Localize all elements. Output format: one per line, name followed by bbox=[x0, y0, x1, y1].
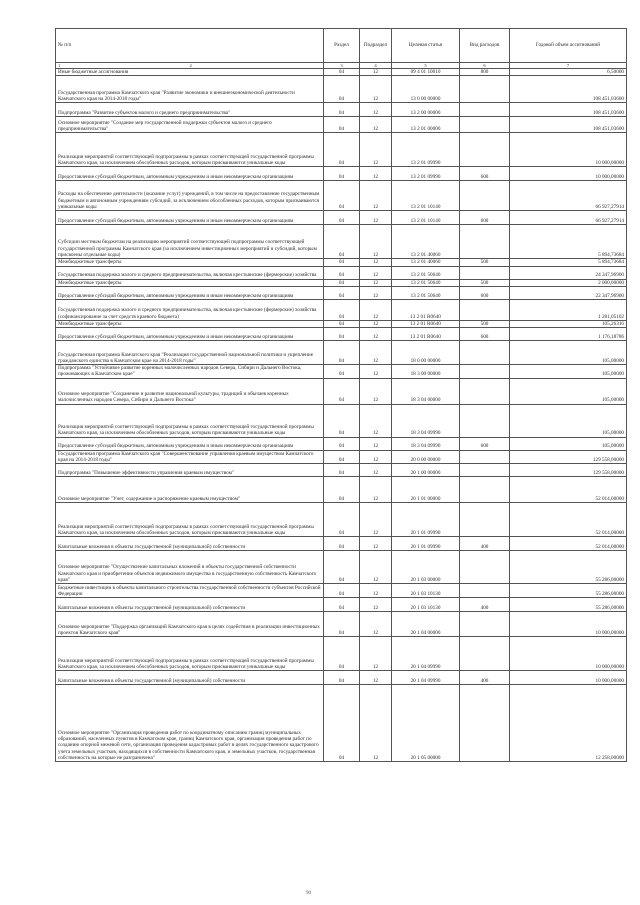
table-row bbox=[56, 378, 627, 404]
table-row bbox=[56, 76, 627, 103]
cell-razdel: 04 bbox=[324, 211, 360, 225]
index-cell: 1 2 bbox=[56, 63, 324, 69]
cell-razdel: 04 bbox=[324, 259, 360, 266]
cell-csr: 20 1 04 09990 bbox=[392, 671, 460, 685]
page-number: 90 bbox=[306, 891, 311, 896]
cell-razdel: 04 bbox=[324, 477, 360, 503]
cell-podrazdel: 12 bbox=[360, 551, 392, 584]
cell-podrazdel: 12 bbox=[360, 117, 392, 133]
cell-vr bbox=[460, 225, 510, 259]
table-row bbox=[56, 450, 627, 464]
cell-razdel: 04 bbox=[324, 167, 360, 181]
cell-name: Государственная поддержка малого и среднего предпринимательства, включая крестьянские (фермерские) хозяйства bbox=[56, 266, 324, 279]
cell-razdel: 04 bbox=[324, 584, 360, 598]
cell-name: Бюджетные инвестиции в объекты капитального строительства государственной собственности субъектов Российской Федерации bbox=[56, 584, 324, 598]
cell-csr: 13 2 01 50640 bbox=[392, 286, 460, 299]
cell-name: Предоставление субсидий бюджетным, автономным учреждениям и иным некоммерческим организациям bbox=[56, 328, 324, 341]
cell-podrazdel: 12 bbox=[360, 286, 392, 299]
cell-name: Реализация мероприятий соответствующей подпрограммы в рамках соответствующей государственной программы Камчатского края, за исключением обособленных расходов, которым присваиваются уникальные коды bbox=[56, 133, 324, 167]
cell-csr: 13 2 01 09990 bbox=[392, 167, 460, 181]
cell-amount: 5 894,73684 bbox=[510, 225, 627, 259]
cell-name: Основное мероприятие "Поддержка организаций Камчатского края в целях содействия в реализации инвестиционных проектов Камчатского края" bbox=[56, 612, 324, 637]
table-row bbox=[56, 551, 627, 584]
cell-razdel: 04 bbox=[324, 537, 360, 551]
cell-name: Предоставление субсидий бюджетным, автономным учреждениям и иным некоммерческим организациям bbox=[56, 211, 324, 225]
cell-razdel: 04 bbox=[324, 286, 360, 299]
cell-amount: 129 558,00000 bbox=[510, 464, 627, 477]
cell-vr bbox=[460, 266, 510, 279]
cell-vr bbox=[460, 76, 510, 103]
cell-vr bbox=[460, 299, 510, 320]
cell-razdel: 04 bbox=[324, 551, 360, 584]
cell-amount: 24 347,96900 bbox=[510, 266, 627, 279]
cell-amount: 55 286,00000 bbox=[510, 598, 627, 612]
cell-podrazdel: 12 bbox=[360, 612, 392, 637]
table-row bbox=[56, 103, 627, 117]
cell-vr bbox=[460, 685, 510, 762]
cell-podrazdel: 12 bbox=[360, 320, 392, 327]
cell-amount: 52 014,00000 bbox=[510, 477, 627, 503]
index-cell: 3 bbox=[324, 63, 360, 69]
cell-podrazdel: 12 bbox=[360, 225, 392, 259]
cell-vr: 500 bbox=[460, 320, 510, 327]
table-row bbox=[56, 404, 627, 437]
cell-razdel: 04 bbox=[324, 450, 360, 464]
cell-podrazdel: 12 bbox=[360, 279, 392, 286]
cell-csr: 13 2 01 10140 bbox=[392, 211, 460, 225]
cell-csr: 18 3 04 00000 bbox=[392, 378, 460, 404]
index-cell: 7 bbox=[510, 63, 627, 69]
cell-amount: 10 000,00000 bbox=[510, 637, 627, 671]
cell-podrazdel: 12 bbox=[360, 299, 392, 320]
cell-csr: 20 1 04 09990 bbox=[392, 637, 460, 671]
cell-name: Реализация мероприятий соответствующей подпрограммы в рамках соответствующей государственной программы Камчатского края, за исключением обособленных расходов, которым присваиваются уникальные коды bbox=[56, 503, 324, 537]
cell-csr: 18 0 00 00000 bbox=[392, 341, 460, 365]
cell-name: Основное мероприятие "Сохранение и развитие национальной культуры, традиций и обычаев коренных малочисленных народов Севера, Сибири и Дальнего Востока" bbox=[56, 378, 324, 404]
cell-csr: 20 1 01 09990 bbox=[392, 537, 460, 551]
cell-amount: 5 894,73684 bbox=[510, 259, 627, 266]
cell-csr: 20 1 04 00000 bbox=[392, 612, 460, 637]
cell-name: Капитальные вложения в объекты государственной (муниципальной) собственности bbox=[56, 671, 324, 685]
cell-razdel: 04 bbox=[324, 103, 360, 117]
table-row bbox=[56, 328, 627, 341]
cell-vr bbox=[460, 503, 510, 537]
cell-vr: 500 bbox=[460, 279, 510, 286]
cell-podrazdel: 12 bbox=[360, 167, 392, 181]
index-cell: 5 bbox=[392, 63, 460, 69]
cell-podrazdel: 12 bbox=[360, 133, 392, 167]
cell-name: Межбюджетные трансферты bbox=[56, 320, 324, 327]
budget-table bbox=[55, 28, 627, 762]
table-row bbox=[56, 299, 627, 320]
cell-vr: 600 bbox=[460, 328, 510, 341]
index-cell: 4 bbox=[360, 63, 392, 69]
cell-amount: 108 451,03600 bbox=[510, 103, 627, 117]
cell-name: Основное мероприятие "Осуществление капитальных вложений в объекты государственной собственности Камчатского края и приобретение объектов недвижимого имущества в государственную собственность Камчатского края" bbox=[56, 551, 324, 584]
header-csr: Целевая статья bbox=[392, 29, 460, 63]
cell-vr: 600 bbox=[460, 286, 510, 299]
cell-podrazdel: 12 bbox=[360, 671, 392, 685]
cell-razdel: 04 bbox=[324, 76, 360, 103]
cell-amount: 52 014,00000 bbox=[510, 503, 627, 537]
cell-csr: 20 1 01 09990 bbox=[392, 503, 460, 537]
cell-amount: 55 286,00000 bbox=[510, 584, 627, 598]
cell-podrazdel: 12 bbox=[360, 637, 392, 671]
cell-podrazdel: 12 bbox=[360, 328, 392, 341]
cell-name: Государственная программа Камчатского края "Развитие экономики и внешнеэкономической деятельности Камчатского края на 2014-2018 годы" bbox=[56, 76, 324, 103]
cell-name: Подпрограмма "Повышение эффективности управления краевым имуществом" bbox=[56, 464, 324, 477]
table-row bbox=[56, 365, 627, 379]
cell-vr bbox=[460, 103, 510, 117]
header-amount: Годовой объем ассигнований bbox=[510, 29, 627, 63]
cell-csr: 20 1 03 10130 bbox=[392, 598, 460, 612]
cell-csr: 13 2 01 09990 bbox=[392, 133, 460, 167]
cell-podrazdel: 12 bbox=[360, 103, 392, 117]
cell-razdel: 04 bbox=[324, 266, 360, 279]
table-row bbox=[56, 211, 627, 225]
cell-csr: 20 1 03 00000 bbox=[392, 551, 460, 584]
cell-razdel: 04 bbox=[324, 365, 360, 379]
cell-vr bbox=[460, 133, 510, 167]
cell-vr bbox=[460, 612, 510, 637]
table-row bbox=[56, 286, 627, 299]
index-cell: 6 bbox=[460, 63, 510, 69]
cell-vr bbox=[460, 181, 510, 211]
cell-razdel: 04 bbox=[324, 612, 360, 637]
cell-razdel: 04 bbox=[324, 181, 360, 211]
cell-vr: 400 bbox=[460, 537, 510, 551]
cell-podrazdel: 12 bbox=[360, 181, 392, 211]
cell-amount: 6,50000 bbox=[510, 69, 627, 76]
cell-csr: 20 1 03 10130 bbox=[392, 584, 460, 598]
cell-csr: 18 3 04 09990 bbox=[392, 404, 460, 437]
cell-razdel: 04 bbox=[324, 133, 360, 167]
cell-razdel: 04 bbox=[324, 341, 360, 365]
cell-csr: 13 2 01 R0640 bbox=[392, 328, 460, 341]
cell-amount: 105,00000 bbox=[510, 437, 627, 450]
cell-amount: 66 927,27914 bbox=[510, 181, 627, 211]
cell-podrazdel: 12 bbox=[360, 404, 392, 437]
cell-razdel: 04 bbox=[324, 117, 360, 133]
cell-vr: 400 bbox=[460, 598, 510, 612]
cell-podrazdel: 12 bbox=[360, 76, 392, 103]
cell-name: Основное мероприятие "Организация проведения работ по координатному описанию границ муниципальных образований, населенных пунктов в Камчатском крае, границ Камчатского края, организация проведения работ по созданию опорной межевой сети, организация проведения кадастровых работ в целях государственного кадастрового учета земельных участков, находящихся в собственности Камчатского края, и земельных участков, государственная собственность на которые не разграничена" bbox=[56, 685, 324, 762]
table-row bbox=[56, 584, 627, 598]
cell-csr: 13 2 01 00000 bbox=[392, 117, 460, 133]
cell-amount: 105,26316 bbox=[510, 320, 627, 327]
cell-amount: 2 000,00000 bbox=[510, 279, 627, 286]
table-row bbox=[56, 503, 627, 537]
cell-name: Предоставление субсидий бюджетным, автономным учреждениям и иным некоммерческим организациям bbox=[56, 286, 324, 299]
cell-vr bbox=[460, 584, 510, 598]
cell-name: Подпрограмма "Устойчивое развитие коренных малочисленных народов Севера, Сибири и Дальнего Востока, проживающих в Камчатском крае" bbox=[56, 365, 324, 379]
table-row bbox=[56, 167, 627, 181]
table-row bbox=[56, 279, 627, 286]
table-row bbox=[56, 437, 627, 450]
cell-podrazdel: 12 bbox=[360, 341, 392, 365]
cell-name: Государственная программа Камчатского края "Реализация государственной национальной политики и укрепление гражданского единства в Камчатском крае на 2014-2018 годы" bbox=[56, 341, 324, 365]
cell-podrazdel: 12 bbox=[360, 259, 392, 266]
cell-name: Основное мероприятие "Учет, содержание и распоряжение краевым имуществом" bbox=[56, 477, 324, 503]
cell-razdel: 04 bbox=[324, 671, 360, 685]
cell-vr: 500 bbox=[460, 259, 510, 266]
cell-razdel: 04 bbox=[324, 598, 360, 612]
cell-vr bbox=[460, 637, 510, 671]
cell-amount: 1 176,18786 bbox=[510, 328, 627, 341]
cell-name: Капитальные вложения в объекты государственной (муниципальной) собственности bbox=[56, 598, 324, 612]
cell-razdel: 04 bbox=[324, 279, 360, 286]
cell-name: Реализация мероприятий соответствующей подпрограммы в рамках соответствующей государственной программы Камчатского края, за исключением обособленных расходов, которым присваиваются уникальные коды bbox=[56, 404, 324, 437]
cell-razdel: 04 bbox=[324, 404, 360, 437]
cell-csr: 13 2 01 R0640 bbox=[392, 320, 460, 327]
cell-vr bbox=[460, 404, 510, 437]
cell-csr: 18 3 00 00000 bbox=[392, 365, 460, 379]
table-row bbox=[56, 685, 627, 762]
cell-razdel: 04 bbox=[324, 437, 360, 450]
cell-amount: 105,00000 bbox=[510, 365, 627, 379]
header-vr: Вид расходов bbox=[460, 29, 510, 63]
cell-amount: 105,00000 bbox=[510, 404, 627, 437]
cell-razdel: 04 bbox=[324, 320, 360, 327]
cell-vr: 600 bbox=[460, 167, 510, 181]
header-row bbox=[56, 29, 627, 63]
cell-amount: 52 014,00000 bbox=[510, 537, 627, 551]
cell-amount: 108 451,03600 bbox=[510, 117, 627, 133]
cell-csr: 13 2 01 50640 bbox=[392, 279, 460, 286]
cell-name: Предоставление субсидий бюджетным, автономным учреждениям и иным некоммерческим организациям bbox=[56, 437, 324, 450]
cell-csr: 13 2 01 10140 bbox=[392, 181, 460, 211]
cell-razdel: 04 bbox=[324, 503, 360, 537]
cell-amount: 10 000,00000 bbox=[510, 133, 627, 167]
cell-csr: 09 4 01 10010 bbox=[392, 69, 460, 76]
cell-vr bbox=[460, 450, 510, 464]
table-row bbox=[56, 637, 627, 671]
cell-name: Иные бюджетные ассигнования bbox=[56, 69, 324, 76]
table-row bbox=[56, 612, 627, 637]
cell-podrazdel: 12 bbox=[360, 584, 392, 598]
cell-razdel: 04 bbox=[324, 685, 360, 762]
cell-csr: 20 1 01 00000 bbox=[392, 477, 460, 503]
cell-csr: 13 2 00 00000 bbox=[392, 103, 460, 117]
table-row bbox=[56, 181, 627, 211]
cell-name: Межбюджетные трансферты bbox=[56, 279, 324, 286]
cell-name: Подпрограмма "Развитие субъектов малого и среднего предпринимательства" bbox=[56, 103, 324, 117]
cell-csr: 20 1 05 00000 bbox=[392, 685, 460, 762]
cell-vr bbox=[460, 365, 510, 379]
cell-csr: 18 3 04 09990 bbox=[392, 437, 460, 450]
cell-razdel: 04 bbox=[324, 328, 360, 341]
cell-vr: 600 bbox=[460, 437, 510, 450]
cell-razdel: 04 bbox=[324, 299, 360, 320]
header-razdel: Раздел bbox=[324, 29, 360, 63]
cell-amount: 10 000,00000 bbox=[510, 671, 627, 685]
table-row bbox=[56, 69, 627, 76]
cell-vr bbox=[460, 477, 510, 503]
table-row bbox=[56, 266, 627, 279]
cell-csr: 13 2 01 50640 bbox=[392, 266, 460, 279]
cell-name: Государственная поддержка малого и среднего предпринимательства, включая крестьянские (фермерские) хозяйства (софинансирование за счет средств краевого бюджета) bbox=[56, 299, 324, 320]
cell-podrazdel: 12 bbox=[360, 477, 392, 503]
cell-podrazdel: 12 bbox=[360, 211, 392, 225]
cell-razdel: 04 bbox=[324, 69, 360, 76]
cell-podrazdel: 12 bbox=[360, 537, 392, 551]
cell-podrazdel: 12 bbox=[360, 69, 392, 76]
cell-csr: 13 2 01 R0640 bbox=[392, 299, 460, 320]
cell-podrazdel: 12 bbox=[360, 685, 392, 762]
table-row bbox=[56, 671, 627, 685]
cell-name: Межбюджетные трансферты bbox=[56, 259, 324, 266]
cell-csr: 20 1 00 00000 bbox=[392, 464, 460, 477]
cell-amount: 55 286,00000 bbox=[510, 551, 627, 584]
table-row bbox=[56, 225, 627, 259]
cell-amount: 66 927,27914 bbox=[510, 211, 627, 225]
cell-podrazdel: 12 bbox=[360, 503, 392, 537]
cell-vr: 800 bbox=[460, 69, 510, 76]
cell-vr bbox=[460, 551, 510, 584]
cell-amount: 10 000,00000 bbox=[510, 612, 627, 637]
cell-vr bbox=[460, 117, 510, 133]
table-row bbox=[56, 117, 627, 133]
cell-amount: 22 347,96900 bbox=[510, 286, 627, 299]
table-row bbox=[56, 320, 627, 327]
cell-amount: 108 451,03600 bbox=[510, 76, 627, 103]
cell-razdel: 04 bbox=[324, 464, 360, 477]
cell-name: Государственная программа Камчатского края "Совершенствование управления краевым имуществом Камчатского края на 2014-2018 годы" bbox=[56, 450, 324, 464]
cell-podrazdel: 12 bbox=[360, 365, 392, 379]
cell-amount: 1 281,05102 bbox=[510, 299, 627, 320]
header-name: № п/п bbox=[56, 29, 324, 63]
cell-csr: 13 0 00 00000 bbox=[392, 76, 460, 103]
cell-csr: 13 2 01 40060 bbox=[392, 225, 460, 259]
cell-razdel: 04 bbox=[324, 225, 360, 259]
cell-name: Субсидии местным бюджетам на реализацию мероприятий соответствующей подпрограммы соответствующей государственной программы Камчатского края (за исключением инвестиционных мероприятий и субсидий, которым присвоены отдельные коды) bbox=[56, 225, 324, 259]
table-row bbox=[56, 598, 627, 612]
cell-name: Предоставление субсидий бюджетным, автономным учреждениям и иным некоммерческим организациям bbox=[56, 167, 324, 181]
header-podrazdel: Подраздел bbox=[360, 29, 392, 63]
cell-name: Реализация мероприятий соответствующей подпрограммы в рамках соответствующей государственной программы Камчатского края, за исключением обособленных расходов, которым присваиваются уникальные коды bbox=[56, 637, 324, 671]
table-row bbox=[56, 464, 627, 477]
cell-name: Основное мероприятие "Создание мер государственной поддержки субъектов малого и среднего предпринимательства" bbox=[56, 117, 324, 133]
table-body bbox=[56, 63, 627, 762]
cell-vr: 600 bbox=[460, 211, 510, 225]
table-row bbox=[56, 259, 627, 266]
cell-amount: 10 000,00000 bbox=[510, 167, 627, 181]
table-row bbox=[56, 341, 627, 365]
cell-podrazdel: 12 bbox=[360, 437, 392, 450]
cell-razdel: 04 bbox=[324, 637, 360, 671]
table-row bbox=[56, 537, 627, 551]
cell-podrazdel: 12 bbox=[360, 266, 392, 279]
cell-amount: 105,00000 bbox=[510, 341, 627, 365]
cell-razdel: 04 bbox=[324, 378, 360, 404]
cell-csr: 13 2 01 40060 bbox=[392, 259, 460, 266]
cell-csr: 20 0 00 00000 bbox=[392, 450, 460, 464]
budget-table-sheet bbox=[55, 28, 626, 762]
cell-podrazdel: 12 bbox=[360, 598, 392, 612]
cell-amount: 129 558,00000 bbox=[510, 450, 627, 464]
cell-amount: 12 258,00000 bbox=[510, 685, 627, 762]
cell-vr: 400 bbox=[460, 671, 510, 685]
cell-name: Расходы на обеспечение деятельности (оказание услуг) учреждений, в том числе на предоставление государственным бюджетным и автономным учреждениям субсидий, за исключением обособленных расходов, которым присваиваются уникальные коды bbox=[56, 181, 324, 211]
cell-podrazdel: 12 bbox=[360, 378, 392, 404]
cell-podrazdel: 12 bbox=[360, 464, 392, 477]
cell-amount: 105,00000 bbox=[510, 378, 627, 404]
cell-vr bbox=[460, 378, 510, 404]
cell-podrazdel: 12 bbox=[360, 450, 392, 464]
table-row bbox=[56, 133, 627, 167]
cell-name: Капитальные вложения в объекты государственной (муниципальной) собственности bbox=[56, 537, 324, 551]
table-row bbox=[56, 477, 627, 503]
cell-vr bbox=[460, 464, 510, 477]
cell-vr bbox=[460, 341, 510, 365]
